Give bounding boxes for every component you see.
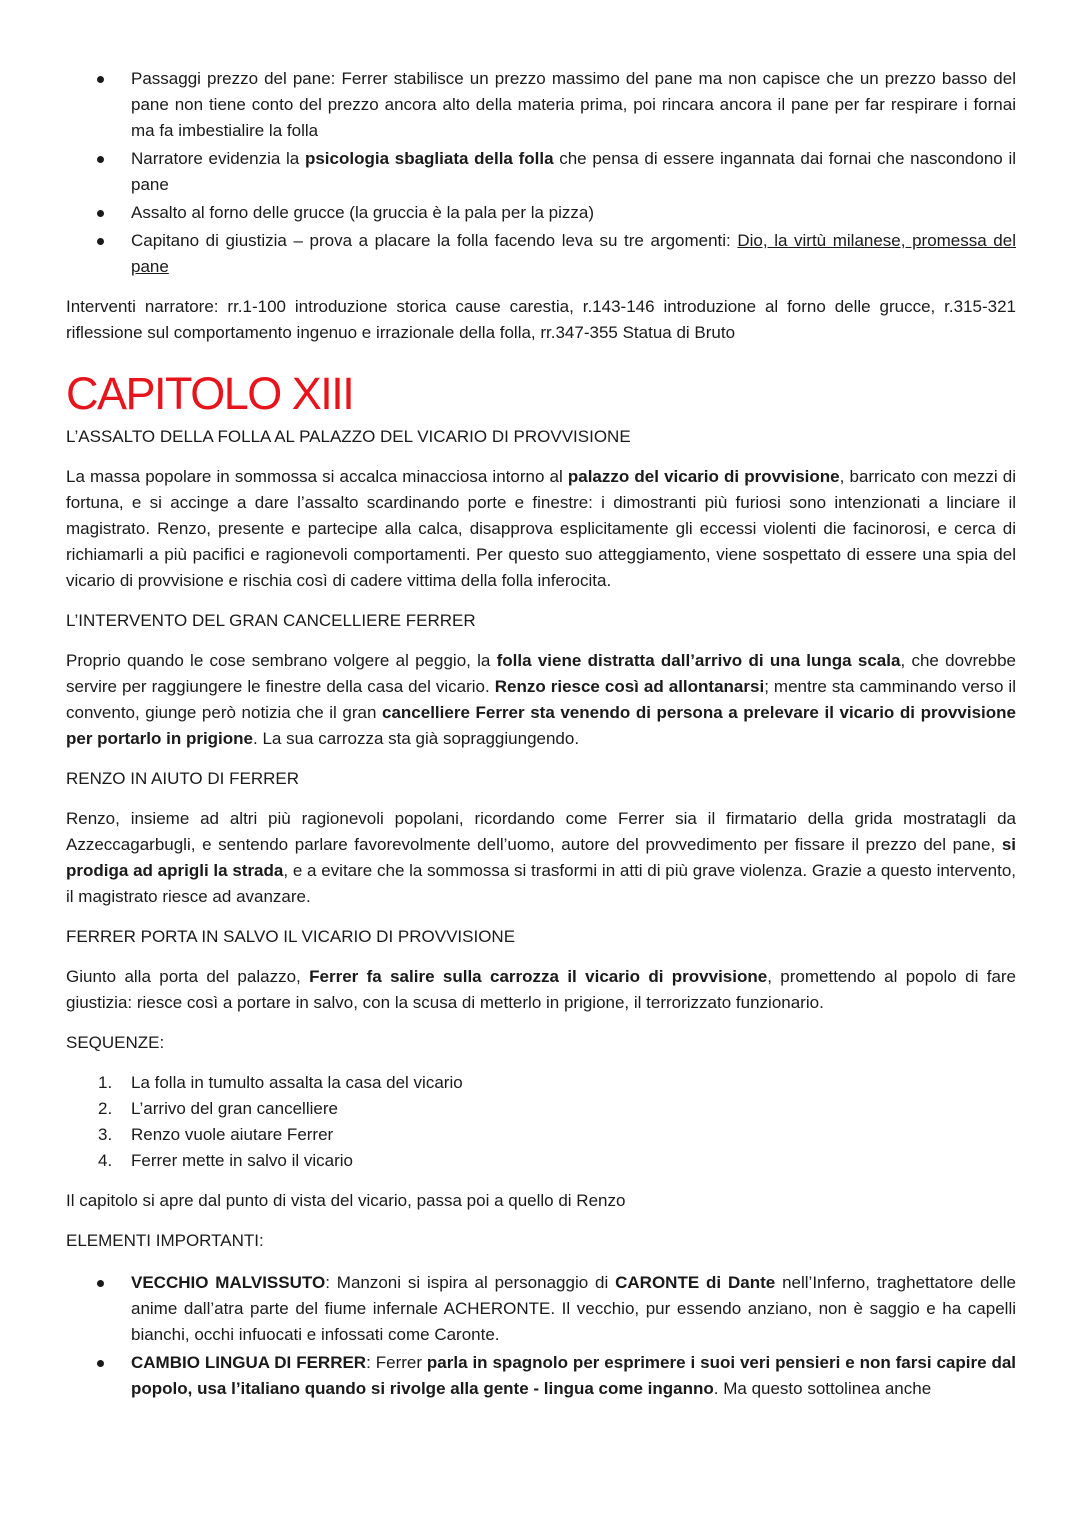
text-run: Narratore evidenzia la	[131, 149, 305, 168]
section-heading: FERRER PORTA IN SALVO IL VICARIO DI PROVVISIONE	[66, 927, 516, 946]
sequenza-text: Renzo vuole aiutare Ferrer	[131, 1125, 334, 1144]
bullet-dot-icon	[97, 76, 104, 83]
text-run: : Manzoni si ispira al personaggio di	[325, 1273, 616, 1292]
text-run: Capitano di giustizia – prova a placare la folla facendo leva su tre argomenti:	[131, 231, 738, 250]
bullet-item	[66, 66, 1016, 144]
sequenza-text: La folla in tumulto assalta la casa del vicario	[131, 1073, 463, 1092]
sequenza-item	[66, 1148, 1016, 1174]
bold-run: psicologia sbagliata della folla	[304, 149, 554, 168]
section-assalto	[66, 424, 1016, 594]
sequenze-list	[66, 1070, 1016, 1174]
text-run: La massa popolare in sommossa si accalca minacciosa intorno al	[66, 467, 568, 486]
bullet-item	[66, 228, 1016, 280]
section-intervento-ferrer	[66, 608, 1016, 752]
bold-run: cancelliere Ferrer sta venendo di persona a prelevare il vicario di provvisione per portarlo in prigione	[66, 703, 1016, 748]
underlined-run: Dio, la virtù milanese, promessa del pane	[131, 231, 1016, 276]
bold-run: si prodiga ad aprigli la strada	[66, 835, 1016, 880]
section-heading: RENZO IN AIUTO DI FERRER	[66, 769, 299, 788]
bullet-dot-icon	[97, 1280, 104, 1287]
sequenza-number: 4.	[98, 1151, 113, 1170]
section-paragraph	[66, 464, 1016, 594]
text-run: , promettendo al popolo di fare giustizia: riesce così a portare in salvo, con la scusa di metterlo in prigione, il terrorizzato funzionario.	[66, 967, 1017, 1012]
sequenza-text: L’arrivo del gran cancelliere	[131, 1099, 338, 1118]
text-run: : Ferrer	[366, 1353, 427, 1372]
top-bullet-list	[66, 66, 1016, 280]
elementi-list	[66, 1270, 1016, 1402]
text-run: Passaggi prezzo del pane: Ferrer stabilisce un prezzo massimo del pane ma non capisce che un prezzo basso del pane non tiene conto del prezzo ancora alto della materia prima, poi rincara ancora il pane per far respirare i fornai ma fa imbestialire la folla	[131, 69, 1016, 140]
text-run: che pensa di essere ingannata dai fornai che nascondono il pane	[131, 149, 1017, 194]
bullet-text	[131, 203, 594, 222]
text-run: Proprio quando le cose sembrano volgere al peggio, la	[66, 651, 497, 670]
sequenza-item	[66, 1122, 1016, 1148]
bullet-dot-icon	[97, 1360, 104, 1367]
text-run: Assalto al forno delle grucce (la gruccia è la pala per la pizza)	[131, 203, 595, 222]
bullet-dot-icon	[97, 210, 104, 217]
punto-di-vista: Il capitolo si apre dal punto di vista del vicario, passa poi a quello di Renzo	[66, 1191, 626, 1210]
text-run: Giunto alla porta del palazzo,	[66, 967, 310, 986]
chapter-title: CAPITOLO XIII	[66, 368, 354, 419]
sequenza-number: 1.	[98, 1073, 113, 1092]
text-run: nell’Inferno, traghettatore delle anime dall’atra parte del fiume infernale ACHERONTE. Il vecchio, pur essendo anziano, non è saggio e ha capelli bianchi, occhi infuocati e infossati come Caronte.	[131, 1273, 1017, 1344]
sequenza-item	[66, 1096, 1016, 1122]
text-run: Renzo, insieme ad altri più ragionevoli popolani, ricordando come Ferrer sia il firmatario della grida mostratagli da Azzeccagarbugli, e sentendo parlare favorevolmente dell’uomo, autore del provvedimento per fissare il prezzo del pane,	[66, 809, 1016, 854]
section-ferrer-salvo	[66, 924, 1016, 1016]
bullet-text	[131, 69, 1016, 140]
section-heading: L’INTERVENTO DEL GRAN CANCELLIERE FERRER	[66, 611, 476, 630]
bold-run: palazzo del vicario di provvisione	[567, 467, 840, 486]
elemento-text	[131, 1273, 1016, 1344]
text-run: ; mentre sta camminando verso il convento, giunge però notizia che il gran	[66, 677, 1016, 722]
sequenza-number: 3.	[98, 1125, 113, 1144]
sequenze-label: SEQUENZE:	[66, 1033, 165, 1052]
bold-run: Ferrer fa salire sulla carrozza il vicario di provvisione	[309, 967, 768, 986]
bold-run: Renzo riesce così ad allontanarsi	[494, 677, 765, 696]
bullet-item	[66, 146, 1016, 198]
bullet-item	[66, 200, 1016, 226]
bold-run: folla viene distratta dall’arrivo di una lunga scala	[496, 651, 901, 670]
text-run: . La sua carrozza sta già sopraggiungendo.	[253, 729, 580, 748]
sequenza-text: Ferrer mette in salvo il vicario	[131, 1151, 354, 1170]
sequenza-number: 2.	[98, 1099, 113, 1118]
elemento-item	[66, 1270, 1016, 1348]
bullet-dot-icon	[97, 238, 104, 245]
sequenza-item	[66, 1070, 1016, 1096]
elemento-text	[131, 1353, 1016, 1398]
text-run: . Ma questo sottolinea anche	[713, 1379, 932, 1398]
bullet-text	[131, 231, 1016, 276]
bold-run: parla in spagnolo per esprimere i suoi veri pensieri e non farsi capire dal popolo, usa l’italiano quando si rivolge alla gente - lingua come inganno	[131, 1353, 1017, 1398]
section-paragraph	[66, 964, 1016, 1016]
bullet-dot-icon	[97, 156, 104, 163]
section-renzo-aiuto	[66, 766, 1016, 910]
bullet-text	[131, 149, 1016, 194]
interventi-narratore: Interventi narratore: rr.1-100 introduzione storica cause carestia, r.143-146 introduzione al forno delle grucce, r.315-321 riflessione sul comportamento ingenuo e irrazionale della folla, rr.347-355 Statua di Bruto	[66, 297, 1016, 342]
elementi-label: ELEMENTI IMPORTANTI:	[66, 1231, 264, 1250]
section-heading: L’ASSALTO DELLA FOLLA AL PALAZZO DEL VICARIO DI PROVVISIONE	[66, 427, 631, 446]
elemento-item	[66, 1350, 1016, 1402]
bold-run: VECCHIO MALVISSUTO	[131, 1273, 326, 1292]
text-run: , che dovrebbe servire per raggiungere le finestre della casa del vicario.	[66, 651, 1017, 696]
bold-run: CARONTE di Dante	[615, 1273, 776, 1292]
text-run: , e a evitare che la sommossa si trasformi in atti di più grave violenza. Grazie a questo intervento, il magistrato riesce ad avanzare.	[66, 861, 1016, 906]
bold-run: CAMBIO LINGUA DI FERRER	[131, 1353, 367, 1372]
section-paragraph	[66, 806, 1016, 910]
section-paragraph	[66, 648, 1016, 752]
text-run: , barricato con mezzi di fortuna, e si accinge a dare l’assalto scardinando porte e finestre: i dimostranti più furiosi sono intenzionati a linciare il magistrato. Renzo, presente e partecipe alla calca, disapprova esplicitamente gli eccessi violenti die facinorosi, e cerca di richiamarli a più pacifici e ragionevoli comportamenti. Per questo suo atteggiamento, viene sospettato di essere una spia del vicario di provvisione e rischia così di cadere vittima della folla inferocita.	[66, 467, 1016, 590]
